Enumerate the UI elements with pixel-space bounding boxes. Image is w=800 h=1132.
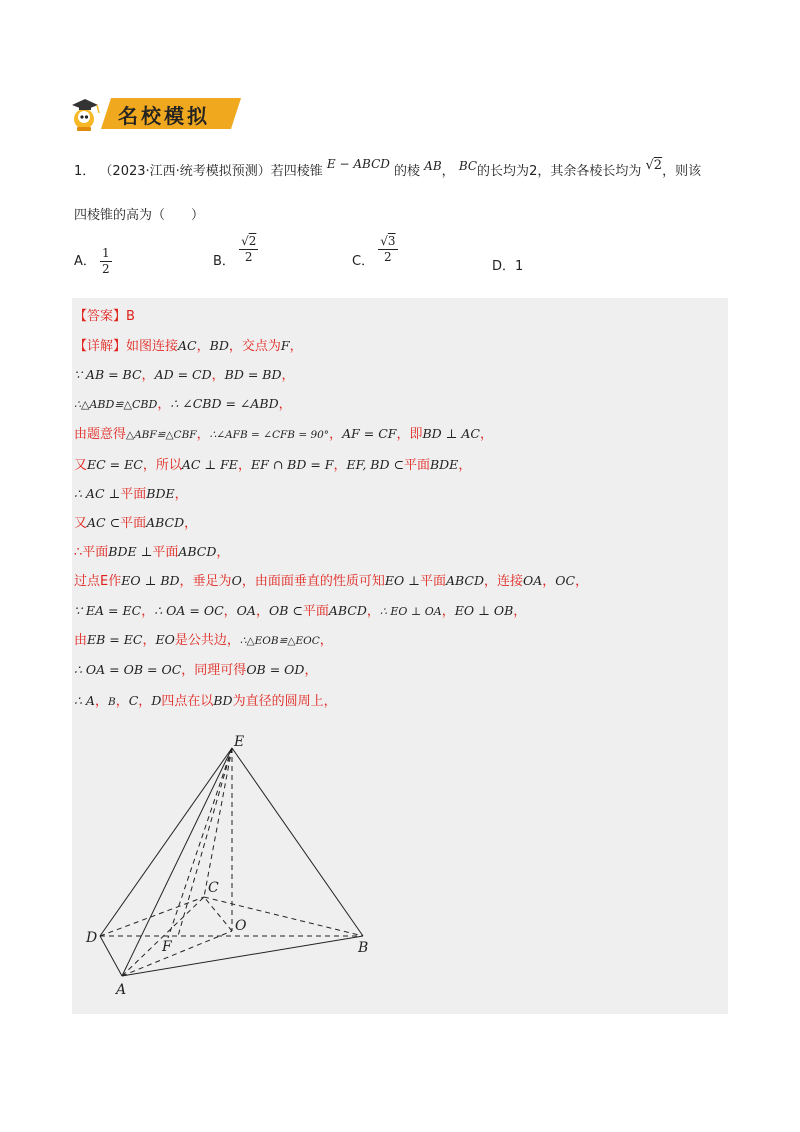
sol-text: 是公共边，	[174, 633, 240, 648]
sol-math: EC = EC	[87, 457, 143, 472]
sol-text: 又	[74, 458, 88, 473]
edge-ea	[122, 748, 232, 976]
sol-math: ∴ OA = OB = OC	[74, 662, 182, 677]
sol-text: 又	[74, 516, 88, 531]
sol-text: ，	[329, 427, 343, 442]
sol-text: ，	[174, 487, 188, 502]
numerator: 1	[102, 246, 110, 260]
solution-line-4	[74, 423, 493, 442]
sol-math: ABCD	[328, 603, 367, 618]
edge-dc	[100, 897, 204, 936]
sol-text: ，	[237, 458, 251, 473]
sol-math: EO	[155, 632, 175, 647]
question-text: 的长均为	[477, 164, 530, 179]
mascot-icon	[68, 96, 108, 132]
label-d: D	[86, 930, 98, 946]
sol-text: ，同理可得	[181, 663, 247, 678]
denominator: 2	[244, 250, 253, 264]
sol-math: BDE ⊥	[108, 544, 153, 559]
sol-text: ，	[142, 633, 156, 648]
sol-math: ABCD	[445, 573, 484, 588]
sol-text: ，	[184, 516, 198, 531]
sol-math: ∴∠AFB = ∠CFB = 90°	[209, 429, 330, 441]
sol-math: ∴ AC ⊥	[74, 486, 121, 501]
sol-text: 如图连接	[126, 339, 179, 354]
sol-math: BD ⊥ AC	[422, 426, 480, 441]
line-oc	[204, 897, 232, 931]
edge-ed	[100, 748, 232, 936]
solution-line-6	[74, 483, 188, 502]
detail-tag: 【详解】	[74, 339, 127, 354]
sol-text: 为直径的圆周上，	[232, 694, 337, 709]
option-label: B．	[213, 254, 235, 269]
sol-text: ，	[319, 633, 333, 648]
sqrt-sign: √	[380, 234, 388, 248]
fraction	[239, 234, 258, 265]
question-text: ，	[441, 164, 455, 179]
sol-math: ∴ ∠CBD = ∠ABD	[170, 396, 279, 411]
sol-math: ∴ EO ⊥ OA	[379, 605, 442, 618]
sol-text: ，	[255, 604, 269, 619]
section-title: 名校模拟	[118, 104, 210, 128]
sol-text: ，	[333, 458, 347, 473]
sol-text: ，	[216, 545, 230, 560]
sol-text: ，	[141, 604, 155, 619]
sol-text: 过点	[74, 574, 101, 589]
sol-text: ，	[211, 368, 225, 383]
sol-text: ，	[513, 604, 527, 619]
numerator	[239, 234, 258, 250]
sol-text: ，	[115, 694, 129, 709]
sol-math: C	[128, 693, 139, 708]
option-c	[352, 234, 398, 269]
solution-line-1	[74, 335, 303, 354]
sol-math: ∴ OA = OC	[154, 603, 224, 618]
sol-math: EO ⊥ OB	[454, 603, 514, 618]
sol-text: ，	[94, 694, 108, 709]
sol-text: 平面	[120, 516, 147, 531]
label-f: F	[162, 939, 172, 955]
solution-line-8	[74, 541, 229, 560]
question-line-1	[74, 157, 702, 179]
sol-math: AC ⊥ FE	[181, 457, 238, 472]
solution-line-5	[74, 454, 471, 473]
sol-math: BDE	[146, 486, 175, 501]
sol-text: ，	[196, 427, 210, 442]
sol-math: D	[151, 693, 162, 708]
sol-math: O	[231, 573, 242, 588]
question-number: 1．	[74, 164, 96, 179]
sol-text: 平面	[403, 458, 430, 473]
sol-text: 由	[74, 633, 88, 648]
sol-math: ∴△EOB≌△EOC	[239, 635, 320, 647]
label-b: B	[358, 940, 369, 956]
sol-math: ∴ A	[74, 693, 95, 708]
edge-bc: BC	[458, 159, 478, 173]
sol-math: F	[280, 338, 290, 353]
sol-text: ，连接	[483, 574, 523, 589]
option-label: D．	[492, 259, 516, 274]
sqrt-sign: √	[241, 234, 249, 248]
sol-math: EF, BD ⊂	[346, 457, 404, 472]
sol-math: ABCD	[146, 515, 185, 530]
sol-text: 由题意得	[74, 427, 127, 442]
sol-text: 平面	[120, 487, 147, 502]
solution-line-11	[74, 629, 333, 648]
sol-text: ，	[141, 368, 155, 383]
sol-text: 作	[108, 574, 122, 589]
sol-text: ，	[304, 663, 318, 678]
sol-text: ，	[441, 604, 455, 619]
sol-text: ，	[542, 574, 556, 589]
sol-math: BD	[209, 338, 229, 353]
sol-math: OB = OD	[246, 662, 305, 677]
sol-math: BD = BD	[224, 367, 282, 382]
question-line-2: 四棱锥的高为（ ）	[74, 208, 205, 223]
sol-math: OA	[523, 573, 543, 588]
question-text: ，其余各棱长均为	[537, 164, 642, 179]
sol-math: EF ∩ BD = F	[250, 457, 334, 472]
sol-text: ，	[278, 397, 292, 412]
question-source: （2023·江西·统考模拟预测）若四棱锥	[99, 164, 323, 179]
sol-math: EB = EC	[87, 632, 143, 647]
edge-ab	[122, 936, 363, 976]
sol-text: ∴平面	[74, 545, 109, 560]
numerator	[378, 234, 397, 250]
solution-line-2	[74, 364, 295, 383]
sol-text: ，即	[396, 427, 423, 442]
sol-text: 平面	[152, 545, 179, 560]
sol-math: AF = CF	[342, 426, 397, 441]
sol-math: BDE	[429, 457, 459, 472]
sol-math: ∵ AB = BC	[74, 367, 142, 382]
sol-math: AD = CD	[154, 367, 212, 382]
solution-line-7	[74, 512, 197, 531]
solution-line-9	[74, 570, 588, 589]
sol-text: 平面	[302, 604, 329, 619]
label-c: C	[208, 880, 219, 896]
edge-da	[100, 936, 122, 976]
label-a: A	[116, 982, 127, 998]
option-label: C．	[352, 254, 375, 269]
option-d	[492, 255, 523, 274]
solution-line-10	[74, 600, 526, 619]
sol-text: ，	[157, 397, 171, 412]
pyramid-name: E − ABCD	[326, 157, 390, 171]
radicand: 2	[248, 234, 257, 248]
sol-text: ，	[575, 574, 589, 589]
sol-text: ，	[366, 604, 380, 619]
sol-text: ，交点为	[228, 339, 281, 354]
sol-text: ，	[281, 368, 295, 383]
sol-text: ，	[289, 339, 303, 354]
sol-text: ，	[196, 339, 210, 354]
sol-text: E	[100, 574, 109, 589]
edge-eb	[232, 748, 363, 936]
sol-math: EO ⊥	[384, 573, 420, 588]
sol-math: ∴△ABD≌△CBD	[74, 398, 158, 411]
edge-ec	[204, 748, 232, 897]
option-value: 1	[515, 259, 524, 274]
edge-length: 2	[529, 164, 538, 179]
sol-math: EO ⊥ BD	[121, 573, 180, 588]
sqrt-radicand: 2	[653, 158, 663, 173]
option-b	[213, 234, 258, 269]
denominator: 2	[102, 262, 110, 276]
sol-math: OA	[236, 603, 256, 618]
edge-ab: AB	[424, 159, 442, 173]
radicand: 3	[387, 234, 396, 248]
sol-math: OB ⊂	[268, 603, 303, 618]
label-e: E	[234, 734, 245, 750]
sol-math: AC ⊂	[87, 515, 121, 530]
sol-text: 平面	[419, 574, 446, 589]
sol-text: ，垂足为	[179, 574, 232, 589]
sol-math: BD	[213, 693, 233, 708]
question-text: 的棱	[394, 164, 421, 179]
label-o: O	[235, 918, 247, 934]
solution-line-3	[74, 393, 292, 412]
sol-text: ，	[138, 694, 152, 709]
fraction	[378, 234, 397, 265]
section-banner	[68, 96, 250, 132]
sol-text: ，由面面垂直的性质可知	[241, 574, 385, 589]
line-ef	[168, 748, 232, 938]
sol-math: ∵ EA = EC	[74, 603, 142, 618]
answer-tag: 【答案】B	[74, 309, 135, 324]
sol-math: B	[107, 696, 116, 708]
solution-line-13	[74, 690, 337, 709]
sol-text: 四点在以	[161, 694, 214, 709]
edge-cb	[204, 897, 363, 936]
sol-text: ，所以	[142, 458, 182, 473]
sol-text: ，	[223, 604, 237, 619]
sol-text: ，	[458, 458, 472, 473]
sol-math: △ABF≌△CBF	[126, 429, 197, 441]
solution-line-12	[74, 659, 317, 678]
fraction	[100, 246, 112, 277]
sol-math: OC	[555, 573, 576, 588]
question-text: ，则该	[662, 164, 702, 179]
denominator: 2	[384, 250, 392, 264]
pyramid-figure	[80, 726, 380, 1001]
sol-math: AC	[178, 338, 197, 353]
sol-math: ABCD	[178, 544, 217, 559]
option-a	[74, 246, 112, 277]
line-ao	[122, 931, 232, 976]
sqrt-two: √2	[645, 158, 663, 173]
option-label: A．	[74, 254, 96, 269]
sol-text: ，	[479, 427, 493, 442]
